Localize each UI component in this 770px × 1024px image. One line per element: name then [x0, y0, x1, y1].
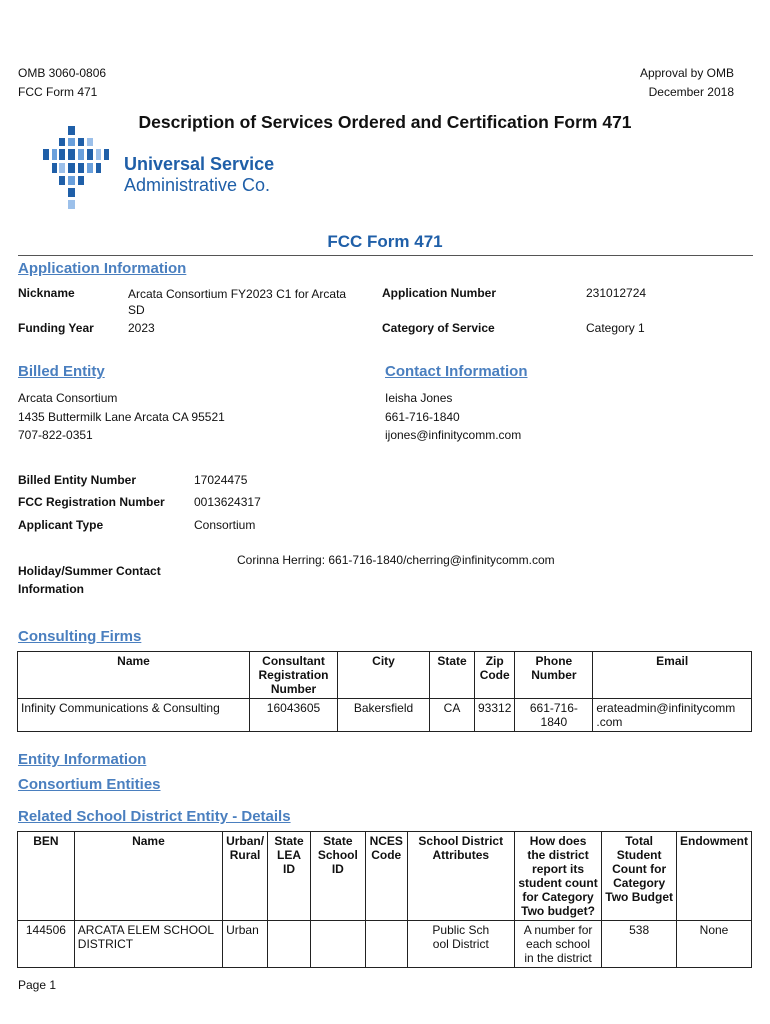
consortium-heading: Consortium Entities [18, 776, 161, 793]
header-left [18, 64, 106, 102]
related-district-heading: Related School District Entity - Details [18, 808, 291, 825]
district-how-report: A number for each school in the district [514, 921, 601, 968]
table-row [18, 921, 752, 968]
col-phone: Phone Number [515, 652, 593, 699]
app-number-value: 231012724 [586, 286, 647, 300]
category-label: Category of Service [382, 321, 495, 335]
table-row [18, 699, 752, 732]
fcc-reg-label: FCC Registration Number [18, 495, 165, 509]
funding-year-label: Funding Year [18, 321, 94, 335]
firm-phone: 661-716-1840 [515, 699, 593, 732]
col-total-count: Total Student Count for Category Two Budget [602, 832, 677, 921]
related-header-row [18, 832, 752, 921]
applicant-type-label: Applicant Type [18, 518, 104, 532]
header-right [640, 64, 734, 102]
contact-email: ijones@infinitycomm.com [385, 428, 522, 442]
col-consultant-reg: Consultant Registration Number [250, 652, 338, 699]
form-name: FCC Form 471 [327, 232, 443, 251]
firm-city: Bakersfield [338, 699, 430, 732]
consulting-table [17, 651, 752, 732]
nickname-line1: Arcata Consortium FY2023 C1 for Arcata [128, 287, 347, 301]
logo-line1: Universal Service [124, 154, 275, 174]
col-state: State [430, 652, 475, 699]
page-number: Page 1 [18, 978, 57, 992]
fcc-reg-value: 0013624317 [194, 495, 261, 509]
billed-entity-heading: Billed Entity [18, 363, 105, 380]
related-district-table [17, 831, 752, 968]
contact-name: Ieisha Jones [385, 391, 453, 405]
omb-number: OMB 3060-0806 [18, 66, 107, 80]
col-ben: BEN [18, 832, 75, 921]
district-ben: 144506 [18, 921, 75, 968]
logo-line2: Administrative Co. [124, 175, 271, 195]
funding-year-value: 2023 [128, 321, 155, 335]
form-id: FCC Form 471 [18, 85, 98, 99]
district-attributes: Public Sch ool District [407, 921, 514, 968]
approval-text: Approval by OMB [639, 66, 734, 80]
document-title: Description of Services Ordered and Certification Form 471 [138, 112, 632, 132]
consulting-heading: Consulting Firms [18, 628, 142, 645]
category-value: Category 1 [586, 321, 645, 335]
col-zip: Zip Code [475, 652, 515, 699]
district-name: ARCATA ELEM SCHOOL DISTRICT [74, 921, 222, 968]
usac-logo-icon [40, 124, 120, 214]
holiday-contact-label [18, 562, 161, 598]
nickname-value [128, 286, 346, 318]
col-email: Email [593, 652, 752, 699]
district-lea-id [268, 921, 311, 968]
approval-date: December 2018 [648, 85, 734, 99]
consulting-header-row [18, 652, 752, 699]
col-name: Name [74, 832, 222, 921]
col-state-lea: State LEA ID [268, 832, 311, 921]
application-heading: Application Information [18, 260, 187, 277]
col-nces: NCES Code [365, 832, 407, 921]
col-attributes: School District Attributes [407, 832, 514, 921]
district-nces [365, 921, 407, 968]
holiday-label-line1: Holiday/Summer Contact [18, 564, 161, 578]
col-urban-rural: Urban/ Rural [223, 832, 268, 921]
district-school-id [310, 921, 365, 968]
firm-state: CA [430, 699, 475, 732]
billed-entity-name: Arcata Consortium [18, 391, 118, 405]
app-number-label: Application Number [382, 286, 497, 300]
firm-name: Infinity Communications & Consulting [18, 699, 250, 732]
contact-heading: Contact Information [385, 363, 528, 380]
nickname-label: Nickname [18, 286, 75, 300]
nickname-line2: SD [128, 303, 145, 317]
col-how-report: How does the district report its student count for Category Two budget? [514, 832, 601, 921]
billed-entity-address: 1435 Buttermilk Lane Arcata CA 95521 [18, 409, 225, 424]
billed-entity-block [18, 389, 225, 445]
firm-zip: 93312 [475, 699, 515, 732]
district-urban-rural: Urban [223, 921, 268, 968]
applicant-type-value: Consortium [194, 518, 256, 532]
billed-entity-phone: 707-822-0351 [18, 428, 93, 442]
col-name: Name [18, 652, 250, 699]
district-total: 538 [602, 921, 677, 968]
col-endowment: Endowment [677, 832, 752, 921]
holiday-contact-value: Corinna Herring: 661-716-1840/cherring@infinitycomm.com [237, 553, 555, 567]
ben-label: Billed Entity Number [18, 473, 137, 487]
holiday-label-line2: Information [18, 582, 84, 596]
firm-email: erateadmin@infinitycomm .com [593, 699, 752, 732]
firm-crn: 16043605 [250, 699, 338, 732]
contact-block [385, 389, 521, 445]
entity-info-heading: Entity Information [18, 751, 147, 768]
contact-phone: 661-716-1840 [385, 409, 460, 424]
district-endowment: None [677, 921, 752, 968]
divider [18, 255, 753, 256]
col-city: City [338, 652, 430, 699]
usac-logo [40, 124, 290, 214]
ben-value: 17024475 [194, 473, 248, 487]
col-state-school-id: State School ID [310, 832, 365, 921]
